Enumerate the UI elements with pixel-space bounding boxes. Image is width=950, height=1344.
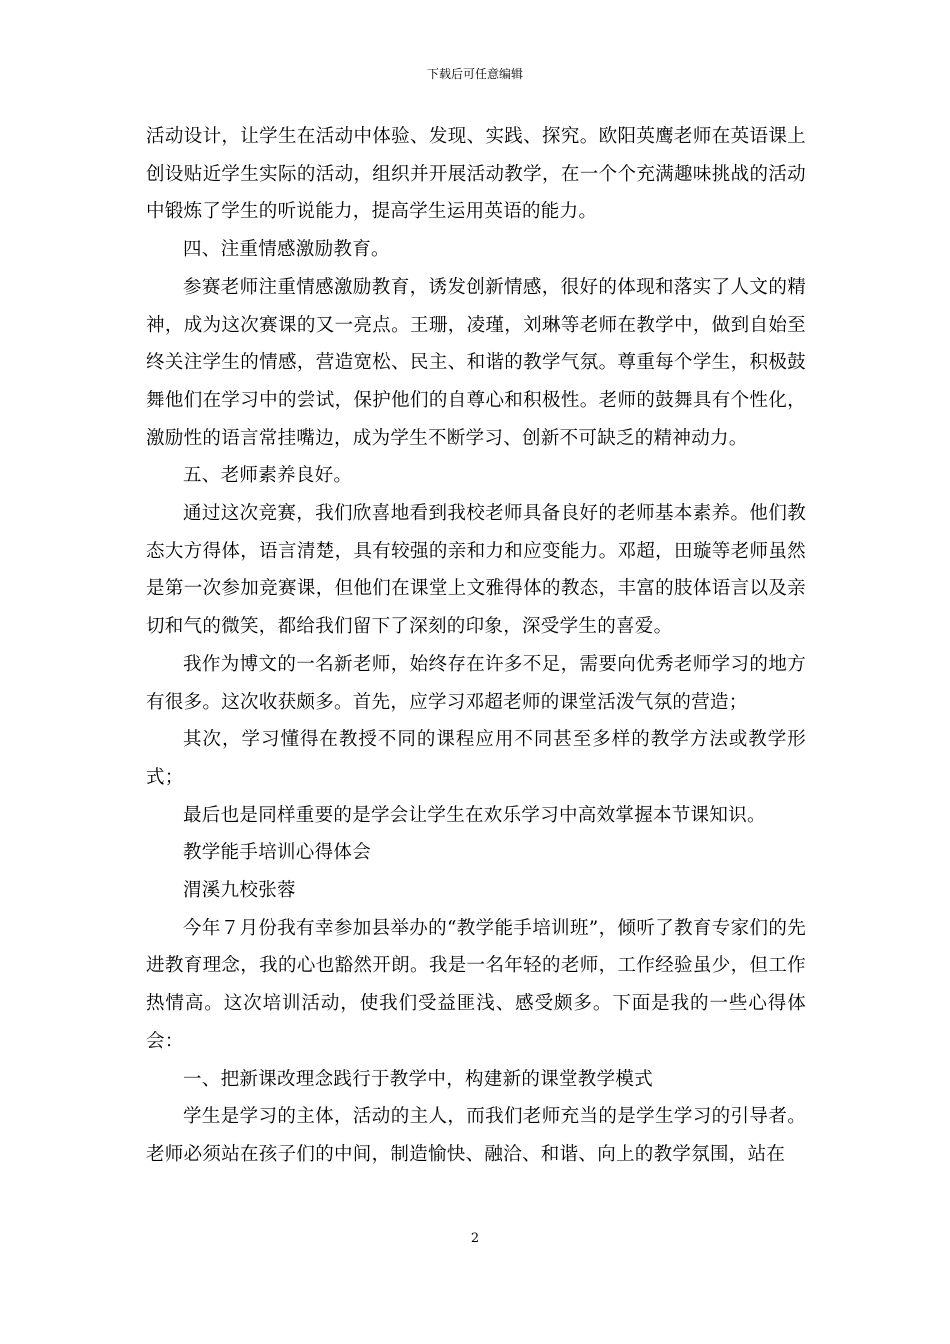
paragraph-training-intro: 今年７月份我有幸参加县举办的“教学能手培训班”，倾听了教育专家们的先进教育理念，我的心也豁然开朗。我是一名年轻的老师，工作经验虽少，但工作热情高。这次培训活动，使我们受益匪浅、感受颇多。下面是我的一些心得体会： [146, 917, 806, 1052]
paragraph-student-subject: 学生是学习的主体，活动的主人，而我们老师充当的是学生学习的引导者。老师必须站在孩子们的中间，制造愉快、融洽、和谐、向上的教学氛围，站在 [146, 1106, 806, 1165]
author-line: 渭溪九校张蓉 [183, 880, 296, 902]
heading-teacher-quality: 五、老师素养良好。 [183, 465, 353, 487]
paragraph-teacher-quality: 通过这次竞赛，我们欣喜地看到我校老师具备良好的老师基本素养。他们教态大方得体，语言清楚，具有较强的亲和力和应变能力。邓超，田璇等老师虽然是第一次参加竞赛课，但他们在课堂上文雅得体的教态，丰富的肢体语言以及亲切和气的微笑，都给我们留下了深刻的印象，深受学生的喜爱。 [146, 503, 806, 638]
section-title: 教学能手培训心得体会 [183, 842, 372, 864]
paragraph-emotional-motivation: 参赛老师注重情感激励教育，诱发创新情感，很好的体现和落实了人文的精神，成为这次赛课的又一亮点。王珊，凌瑾，刘琳等老师在教学中，做到自始至终关注学生的情感，营造宽松、民主、和谐的教学气氛。尊重每个学生，积极鼓舞他们在学习中的尝试，保护他们的自尊心和积极性。老师的鼓舞具有个性化，激励性的语言常挂嘴边，成为学生不断学习、创新不可缺乏的精神动力。 [146, 276, 806, 449]
paragraph-new-teacher: 我作为博文的一名新老师，始终存在许多不足，需要向优秀老师学习的地方有很多。这次收获颇多。首先，应学习邓超老师的课堂活泼气氛的营造； [146, 653, 806, 713]
page-header: 下载后可任意编辑 [426, 67, 523, 81]
paragraph-finally: 最后也是同样重要的是学会让学生在欢乐学习中高效掌握本节课知识。 [183, 804, 766, 826]
paragraph-activity-design: 活动设计，让学生在活动中体验、发现、实践、探究。欧阳英鹰老师在英语课上创设贴近学生实际的活动，组织并开展活动教学，在一个个充满趣味挑战的活动中锻炼了学生的听说能力，提高学生运用英语的能力。 [146, 126, 806, 223]
heading-emotional-motivation: 四、注重情感激励教育。 [183, 239, 390, 261]
heading-new-curriculum: 一、把新课改理念践行于教学中，构建新的课堂教学模式 [183, 1068, 654, 1090]
paragraph-secondly: 其次，学习懂得在教授不同的课程应用不同甚至多样的教学方法或教学形式； [146, 729, 806, 788]
page-number: 2 [470, 1231, 480, 1246]
document-body [146, 118, 806, 1174]
